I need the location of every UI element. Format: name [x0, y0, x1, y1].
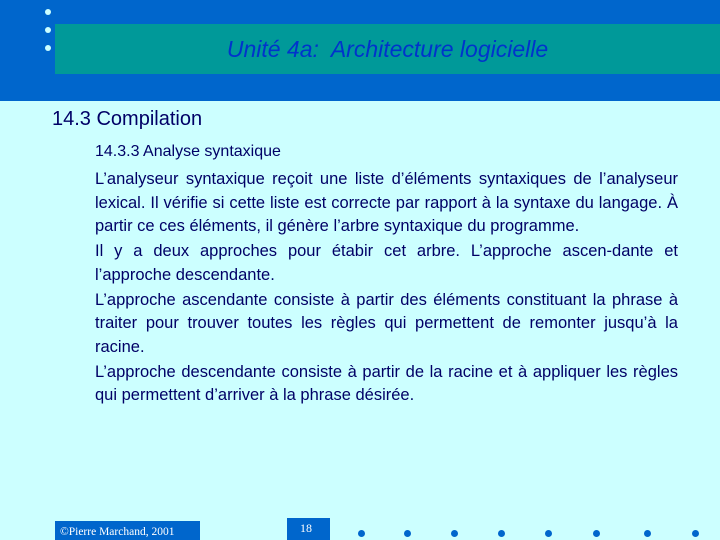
header-bullet-icon [45, 45, 51, 51]
page-number: 18 [300, 521, 312, 535]
footer-dot-icon [404, 530, 411, 537]
section-heading: 14.3 Compilation [52, 108, 203, 130]
footer-dot-icon [692, 530, 699, 537]
header-bullet-icon [45, 9, 51, 15]
paragraph: Il y a deux approches pour étabir cet arbre. L’approche ascen-dante et l’approche descendante. [95, 242, 678, 284]
header-bullet-icon [45, 27, 51, 33]
page-title: Unité 4a: Architecture logicielle [226, 35, 549, 62]
footer-dot-icon [593, 530, 600, 537]
copyright: ©Pierre Marchand, 2001 [60, 526, 175, 538]
paragraph: L’approche ascendante consiste à partir des éléments constituant la phrase à traiter pour trouver toutes les règles qui permettent de remonter jusqu’à la racine. [95, 290, 678, 356]
footer-dot-icon [358, 530, 365, 537]
footer-dot-icon [545, 530, 552, 537]
footer-dot-icon [644, 530, 651, 537]
paragraph: L’analyseur syntaxique reçoit une liste d’éléments syntaxiques de l’analyseur lexical. Il vérifie si cette liste est correcte par rapport à la syntaxe du langage. À partir ce ces éléments, il génère l’arbre syntaxique du programme. [95, 170, 678, 236]
section-subheading: 14.3.3 Analyse syntaxique [95, 143, 281, 160]
body-text [95, 168, 678, 409]
title-box [55, 24, 720, 74]
footer-dot-icon [451, 530, 458, 537]
footer-dot-icon [498, 530, 505, 537]
paragraph: L’approche descendante consiste à partir de la racine et à appliquer les règles qui permettent d’arriver à la phrase désirée. [95, 362, 678, 405]
